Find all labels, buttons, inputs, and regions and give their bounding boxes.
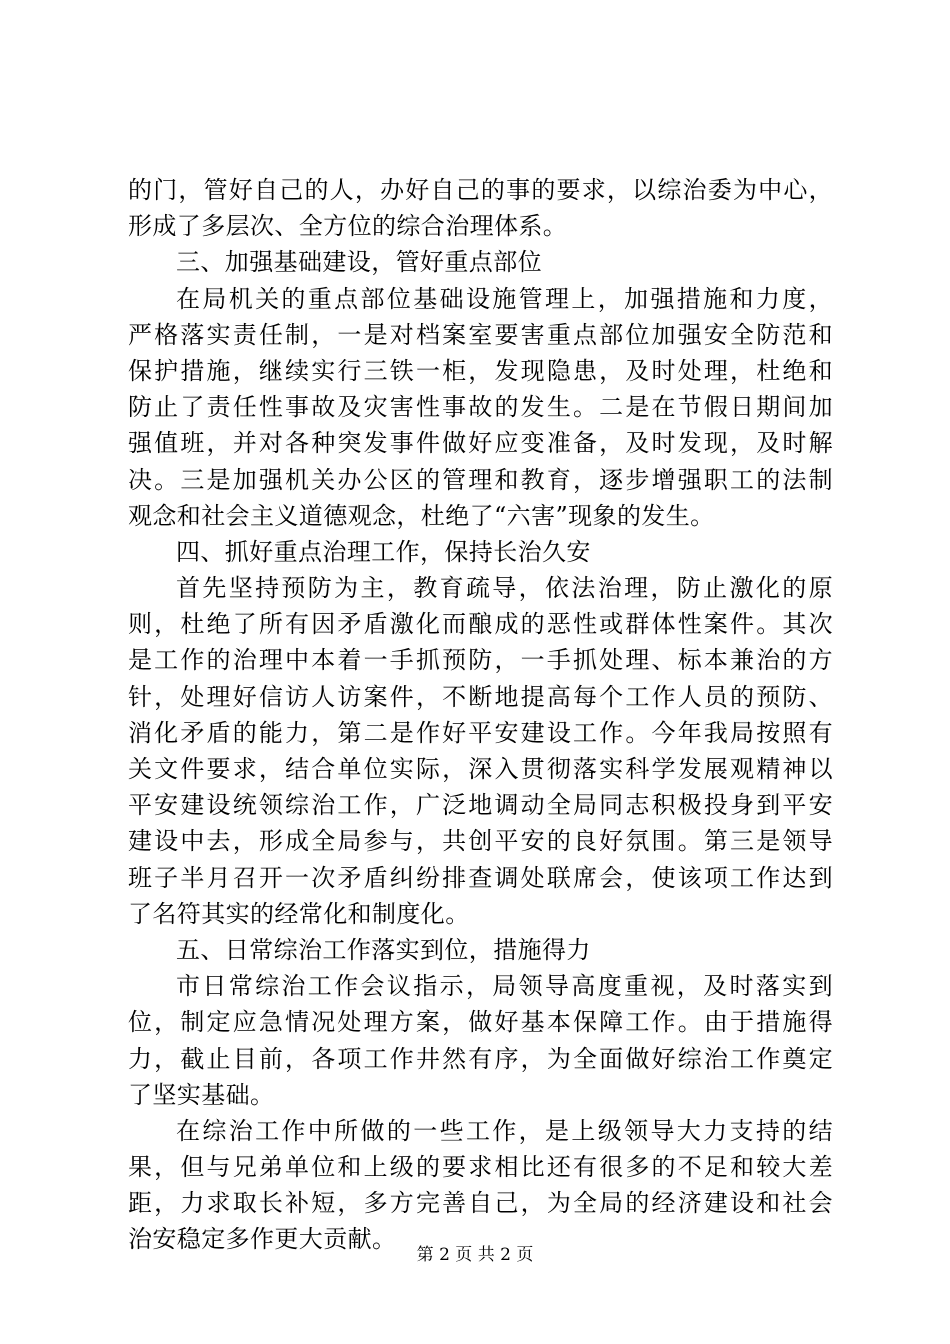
page-footer: [0, 1244, 950, 1266]
paragraph-line: 针，处理好信访人访案件，不断地提高每个工作人员的预防、: [128, 682, 833, 711]
paragraph-line: 力，截止目前，各项工作井然有序，为全面做好综治工作奠定: [128, 1044, 833, 1073]
paragraph-line: 建设中去，形成全局参与，共创平安的良好氛围。第三是领导: [128, 827, 833, 856]
paragraph-line: 防止了责任性事故及灾害性事故的发生。二是在节假日期间加: [128, 393, 833, 422]
paragraph-line: 班子半月召开一次矛盾纠纷排查调处联席会，使该项工作达到: [128, 863, 833, 892]
paragraph-line: 市日常综治工作会议指示，局领导高度重视，及时落实到: [176, 972, 833, 1001]
paragraph-line: 严格落实责任制，一是对档案室要害重点部位加强安全防范和: [128, 320, 833, 349]
paragraph-line: 首先坚持预防为主，教育疏导，依法治理，防止激化的原: [176, 574, 833, 603]
paragraph-line: 治安稳定多作更大贡献。: [128, 1225, 397, 1254]
paragraph-line: 平安建设统领综治工作，广泛地调动全局同志积极投身到平安: [128, 791, 833, 820]
paragraph-line: 消化矛盾的能力，第二是作好平安建设工作。今年我局按照有: [128, 718, 833, 747]
paragraph-line: 了坚实基础。: [128, 1080, 275, 1109]
paragraph-line: 关文件要求，结合单位实际，深入贯彻落实科学发展观精神以: [128, 755, 833, 783]
page-number-label: 第 2 页 共 2 页: [416, 1245, 534, 1265]
paragraph-line: 了名符其实的经常化和制度化。: [128, 899, 470, 928]
paragraph-line: 强值班，并对各种突发事件做好应变准备，及时发现，及时解: [128, 429, 833, 458]
document-body: [128, 172, 833, 1258]
paragraph-line: 则，杜绝了所有因矛盾激化而酿成的恶性或群体性案件。其次: [128, 610, 833, 639]
paragraph-line: 在局机关的重点部位基础设施管理上，加强措施和力度，: [176, 284, 833, 313]
paragraph-line: 形成了多层次、全方位的综合治理体系。: [128, 212, 568, 241]
paragraph-line: 决。三是加强机关办公区的管理和教育，逐步增强职工的法制: [128, 465, 833, 494]
paragraph-line: 位，制定应急情况处理方案，做好基本保障工作。由于措施得: [128, 1008, 833, 1037]
paragraph-line: 果，但与兄弟单位和上级的要求相比还有很多的不足和较大差: [128, 1153, 833, 1182]
paragraph-line: 观念和社会主义道德观念，杜绝了“六害”现象的发生。: [128, 501, 715, 530]
paragraph-line: 距，力求取长补短，多方完善自己，为全局的经济建设和社会: [128, 1189, 833, 1218]
section-heading: 五、日常综治工作落实到位，措施得力: [176, 935, 591, 964]
section-heading: 四、抓好重点治理工作，保持长治久安: [176, 537, 591, 566]
paragraph-line: 在综治工作中所做的一些工作，是上级领导大力支持的结: [176, 1116, 833, 1145]
paragraph-line: 是工作的治理中本着一手抓预防，一手抓处理、标本兼治的方: [128, 646, 833, 675]
paragraph-line: 的门，管好自己的人，办好自己的事的要求，以综治委为中心，: [128, 176, 833, 204]
paragraph-line: 保护措施，继续实行三铁一柜，发现隐患，及时处理，杜绝和: [128, 356, 833, 385]
section-heading: 三、加强基础建设，管好重点部位: [176, 248, 542, 277]
